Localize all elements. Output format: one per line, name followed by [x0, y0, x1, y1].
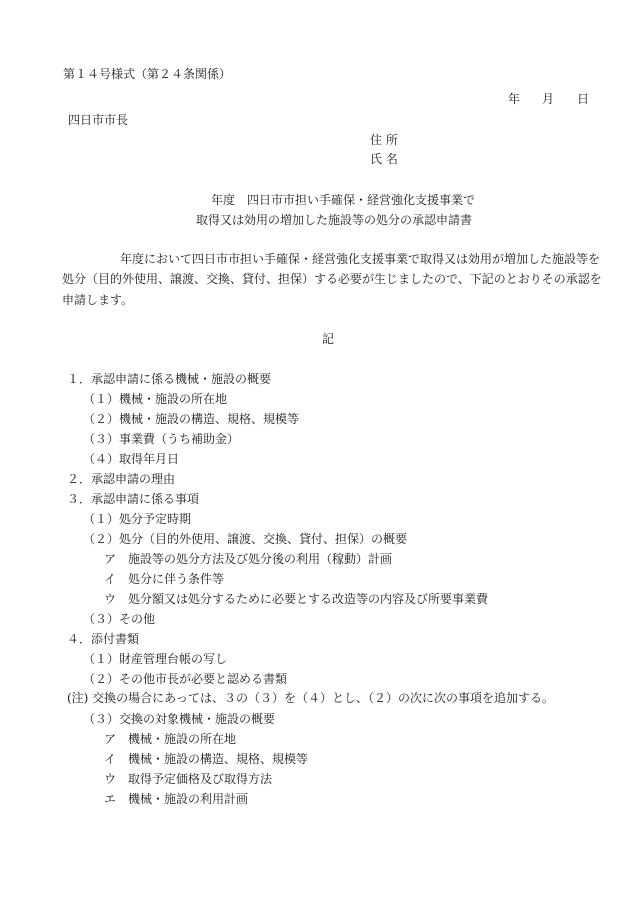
item-1-2: （２）機械・施設の構造、規格、規模等: [83, 412, 300, 426]
body-text-line-1: 年度において四日市市担い手確保・経営強化支援事業で取得又は効用が増加した施設等を: [120, 252, 601, 266]
item-4-1: （１）財産管理台帳の写し: [83, 652, 228, 666]
date-month: 月: [542, 92, 555, 106]
note-item-i: イ 機械・施設の構造、規格、規模等: [104, 752, 309, 766]
applicant-name-label: 氏 名: [370, 152, 398, 166]
ki-heading: 記: [322, 332, 335, 346]
note-item-a: ア 機械・施設の所在地: [104, 732, 237, 746]
item-1-4: （４）取得年月日: [83, 452, 180, 466]
item-3-2-i: イ 処分に伴う条件等: [104, 572, 225, 586]
item-2: ２．承認申請の理由: [67, 472, 176, 486]
item-1-1: （１）機械・施設の所在地: [83, 392, 228, 406]
note-item-e: エ 機械・施設の利用計画: [104, 792, 249, 806]
item-4: ４．添付書類: [67, 632, 140, 646]
body-text-line-2: 処分（目的外使用、譲渡、交換、貸付、担保）する必要が生じましたので、下記のとおりその承認を: [62, 272, 602, 286]
item-3-3: （３）その他: [83, 612, 156, 626]
date-day: 日: [577, 92, 590, 106]
note-item-3: （３）交換の対象機械・施設の概要: [83, 712, 276, 726]
title-line-1: 年度 四日市市担い手確保・経営強化支援事業で: [211, 193, 476, 207]
note: (注) 交換の場合にあっては、３の（３）を（４）とし、（２）の次に次の事項を追加する。: [67, 691, 555, 705]
item-3-2-u: ウ 処分額又は処分するために必要とする改造等の内容及び所要事業費: [104, 592, 489, 606]
form-number: 第１４号様式（第２４条関係）: [63, 67, 232, 81]
item-4-2: （２）その他市長が必要と認める書類: [83, 672, 288, 686]
date-year: 年: [508, 92, 521, 106]
body-text-line-3: 申請します。: [62, 293, 134, 307]
addressee: 四日市市長: [68, 113, 129, 127]
item-3: ３．承認申請に係る事項: [67, 492, 200, 506]
item-1-3: （３）事業費（うち補助金）: [83, 432, 240, 446]
item-3-2: （２）処分（目的外使用、譲渡、交換、貸付、担保）の概要: [83, 532, 408, 546]
applicant-address-label: 住 所: [370, 133, 398, 147]
note-item-u: ウ 取得予定価格及び取得方法: [104, 772, 273, 786]
item-3-1: （１）処分予定時期: [83, 512, 192, 526]
item-3-2-a: ア 施設等の処分方法及び処分後の利用（稼動）計画: [104, 552, 393, 566]
item-1: １．承認申請に係る機械・施設の概要: [67, 372, 272, 386]
title-line-2: 取得又は効用の増加した施設等の処分の承認申請書: [196, 213, 473, 227]
